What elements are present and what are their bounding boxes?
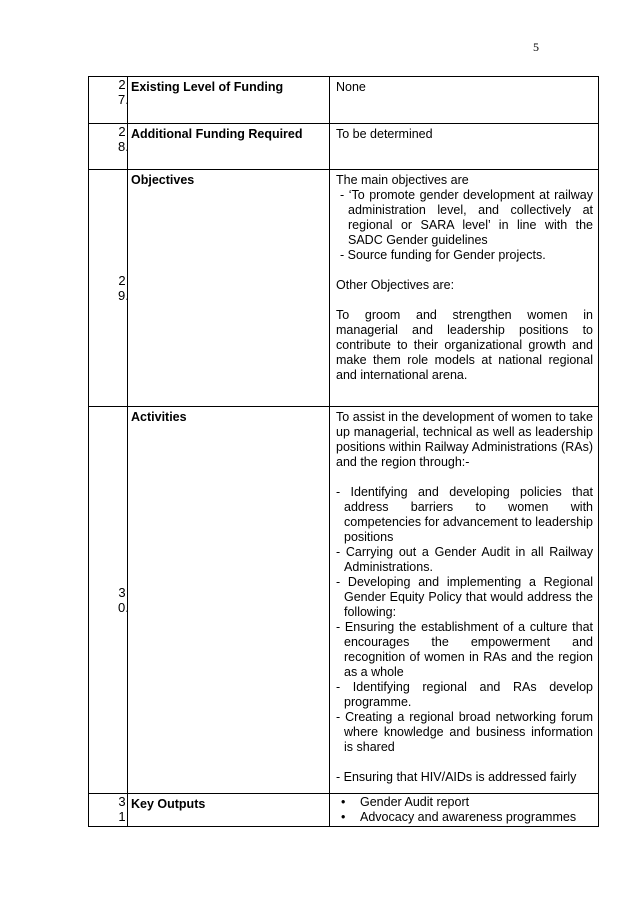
row-label: Additional Funding Required — [128, 124, 330, 170]
list-item: - Ensuring the establishment of a culture that encourages the empowerment and recognition of women in RAs and the region as a whole — [336, 620, 593, 679]
row-number: 30. — [118, 585, 129, 615]
objectives-cell — [330, 170, 599, 407]
list-item: - Identifying regional and RAs develop programme. — [336, 680, 593, 709]
project-details-table — [88, 76, 599, 827]
table-row — [89, 124, 599, 170]
row-value: None — [330, 77, 599, 124]
other-objectives-text: To groom and strengthen women in managerial and leadership positions to contribute to their organizational growth and make them role models at national regional and international arena. — [336, 308, 593, 382]
row-label: Activities — [128, 407, 330, 794]
row-label: Objectives — [128, 170, 330, 407]
objectives-intro: The main objectives are — [336, 173, 469, 187]
other-objectives-heading: Other Objectives are: — [336, 278, 455, 292]
table-row — [89, 170, 599, 407]
table-row — [89, 77, 599, 124]
list-item: - Developing and implementing a Regional Gender Equity Policy that would address the following: — [336, 575, 593, 619]
list-item: - Ensuring that HIV/AIDs is addressed fairly — [336, 770, 577, 784]
row-value: To be determined — [330, 124, 599, 170]
table-row — [89, 407, 599, 794]
list-item: - Source funding for Gender projects. — [340, 248, 546, 262]
list-item: - Creating a regional broad networking forum where knowledge and business information is shared — [336, 710, 593, 754]
table-row — [89, 794, 599, 827]
row-number: 27. — [118, 77, 129, 107]
list-item: • Advocacy and awareness programmes — [336, 810, 593, 825]
activities-intro: To assist in the development of women to take up managerial, technical as well as leadership positions within Railway Administrations (RAs) and the region through:- — [336, 410, 593, 469]
row-label: Existing Level of Funding — [128, 77, 330, 124]
key-outputs-list — [336, 795, 593, 825]
row-number: 29. — [118, 273, 129, 303]
list-item: • Gender Audit report — [336, 795, 593, 810]
list-item: - Carrying out a Gender Audit in all Railway Administrations. — [336, 545, 593, 574]
activities-cell — [330, 407, 599, 794]
page-number: 5 — [533, 40, 539, 54]
row-label: Key Outputs — [128, 794, 330, 827]
list-item: - Identifying and developing policies that address barriers to women with competencies for advancement to leadership positions — [336, 485, 593, 544]
row-number: 31 — [118, 794, 126, 824]
row-number: 28. — [118, 124, 129, 154]
key-outputs-cell — [330, 794, 599, 827]
list-item: - ‘To promote gender development at railway administration level, and collectively at regional or SARA level’ in line with the SADC Gender guidelines — [340, 188, 593, 247]
